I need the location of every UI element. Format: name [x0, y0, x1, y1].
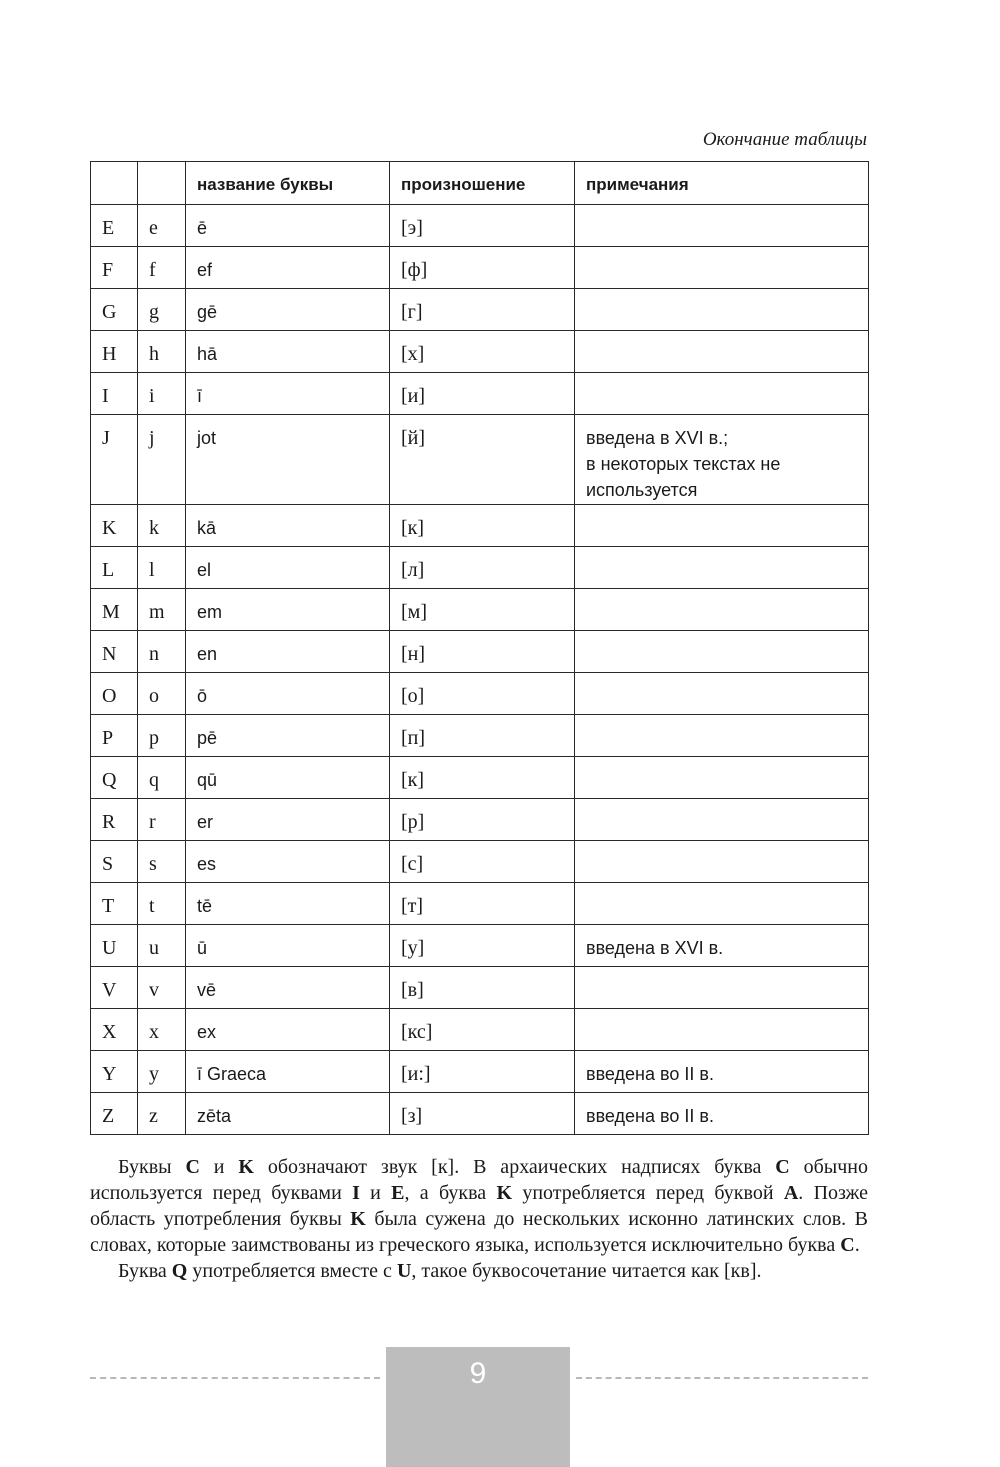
cell-lowercase: m [138, 589, 186, 631]
cell-lowercase: y [138, 1051, 186, 1093]
paragraph-1: Буквы C и K обозначают звук [к]. В архаических надписях буква C обычно используется перед буквами I и E, а буква K употребляется перед буквой A. Позже область употребления буквы K была сужена до нескольких исконно латинских слов. В словах, которые заимствованы из греческого языка, используется исключительно буква C. [90, 1156, 869, 1256]
header-pronunciation: произношение [390, 162, 575, 205]
cell-lowercase: v [138, 967, 186, 1009]
cell-note [575, 289, 869, 331]
cell-letter-name: hā [186, 331, 390, 373]
cell-uppercase: V [91, 967, 138, 1009]
page-number: 9 [469, 1357, 487, 1390]
cell-pronunciation: [п] [390, 715, 575, 757]
cell-uppercase: N [91, 631, 138, 673]
cell-uppercase: P [91, 715, 138, 757]
cell-uppercase: I [91, 373, 138, 415]
cell-note [575, 967, 869, 1009]
cell-note [575, 589, 869, 631]
table-row [91, 505, 869, 547]
cell-lowercase: u [138, 925, 186, 967]
latin-alphabet-table [90, 161, 869, 1135]
table-row [91, 925, 869, 967]
cell-letter-name: ē [186, 205, 390, 247]
cell-lowercase: i [138, 373, 186, 415]
cell-letter-name: es [186, 841, 390, 883]
cell-letter-name: ex [186, 1009, 390, 1051]
table-row [91, 1009, 869, 1051]
cell-uppercase: G [91, 289, 138, 331]
cell-pronunciation: [г] [390, 289, 575, 331]
cell-letter-name: ū [186, 925, 390, 967]
cell-pronunciation: [э] [390, 205, 575, 247]
footer-dashed-rule-right [576, 1377, 868, 1379]
cell-pronunciation: [т] [390, 883, 575, 925]
table-row [91, 799, 869, 841]
cell-uppercase: U [91, 925, 138, 967]
cell-lowercase: q [138, 757, 186, 799]
cell-uppercase: T [91, 883, 138, 925]
header-letter-name: название буквы [186, 162, 390, 205]
cell-uppercase: K [91, 505, 138, 547]
cell-letter-name: tē [186, 883, 390, 925]
cell-letter-name: zēta [186, 1093, 390, 1135]
cell-lowercase: t [138, 883, 186, 925]
cell-uppercase: S [91, 841, 138, 883]
cell-letter-name: ī Graeca [186, 1051, 390, 1093]
table-header-row [91, 162, 869, 205]
body-text [90, 1154, 868, 1284]
table-row [91, 715, 869, 757]
cell-uppercase: E [91, 205, 138, 247]
table-row [91, 415, 869, 505]
cell-uppercase: Z [91, 1093, 138, 1135]
cell-pronunciation: [к] [390, 757, 575, 799]
header-lowercase [138, 162, 186, 205]
cell-lowercase: o [138, 673, 186, 715]
cell-pronunciation: [у] [390, 925, 575, 967]
table-row [91, 757, 869, 799]
cell-pronunciation: [к] [390, 505, 575, 547]
cell-letter-name: qū [186, 757, 390, 799]
cell-note [575, 631, 869, 673]
cell-uppercase: H [91, 331, 138, 373]
cell-lowercase: e [138, 205, 186, 247]
table-row [91, 1051, 869, 1093]
cell-lowercase: k [138, 505, 186, 547]
cell-note [575, 841, 869, 883]
cell-note [575, 1009, 869, 1051]
cell-note [575, 205, 869, 247]
cell-note: введена в XVI в. [575, 925, 869, 967]
cell-note [575, 331, 869, 373]
cell-lowercase: p [138, 715, 186, 757]
cell-note [575, 247, 869, 289]
cell-lowercase: s [138, 841, 186, 883]
cell-lowercase: g [138, 289, 186, 331]
table-row [91, 631, 869, 673]
cell-pronunciation: [ф] [390, 247, 575, 289]
cell-note: введена во II в. [575, 1093, 869, 1135]
cell-lowercase: j [138, 415, 186, 505]
table-row [91, 673, 869, 715]
cell-note [575, 799, 869, 841]
cell-note [575, 505, 869, 547]
cell-lowercase: l [138, 547, 186, 589]
cell-uppercase: Y [91, 1051, 138, 1093]
page-number-box [386, 1347, 570, 1467]
table-row [91, 547, 869, 589]
table-body [91, 205, 869, 1135]
header-notes: примечания [575, 162, 869, 205]
table-row [91, 883, 869, 925]
cell-note: введена во II в. [575, 1051, 869, 1093]
cell-letter-name: ō [186, 673, 390, 715]
table-row [91, 331, 869, 373]
cell-uppercase: J [91, 415, 138, 505]
cell-note [575, 757, 869, 799]
cell-letter-name: vē [186, 967, 390, 1009]
cell-uppercase: L [91, 547, 138, 589]
cell-pronunciation: [х] [390, 331, 575, 373]
cell-letter-name: ef [186, 247, 390, 289]
cell-note [575, 547, 869, 589]
cell-letter-name: gē [186, 289, 390, 331]
cell-pronunciation: [н] [390, 631, 575, 673]
table-row [91, 289, 869, 331]
cell-pronunciation: [кс] [390, 1009, 575, 1051]
cell-letter-name: em [186, 589, 390, 631]
cell-uppercase: X [91, 1009, 138, 1051]
cell-pronunciation: [й] [390, 415, 575, 505]
cell-note: введена в XVI в.; в некоторых текстах не используется [575, 415, 869, 505]
cell-letter-name: kā [186, 505, 390, 547]
cell-uppercase: Q [91, 757, 138, 799]
cell-uppercase: M [91, 589, 138, 631]
cell-pronunciation: [м] [390, 589, 575, 631]
table-row [91, 841, 869, 883]
cell-lowercase: z [138, 1093, 186, 1135]
cell-letter-name: pē [186, 715, 390, 757]
cell-note [575, 883, 869, 925]
cell-letter-name: jot [186, 415, 390, 505]
table-row [91, 205, 869, 247]
cell-pronunciation: [и] [390, 373, 575, 415]
cell-lowercase: x [138, 1009, 186, 1051]
cell-lowercase: f [138, 247, 186, 289]
table-row [91, 373, 869, 415]
cell-letter-name: ī [186, 373, 390, 415]
footer-dashed-rule-left [90, 1377, 380, 1379]
cell-pronunciation: [с] [390, 841, 575, 883]
cell-note [575, 715, 869, 757]
paragraph-2: Буква Q употребляется вместе с U, такое буквосочетание читается как [кв]. [118, 1260, 762, 1282]
cell-letter-name: er [186, 799, 390, 841]
cell-uppercase: F [91, 247, 138, 289]
table-row [91, 967, 869, 1009]
cell-letter-name: en [186, 631, 390, 673]
cell-pronunciation: [в] [390, 967, 575, 1009]
cell-pronunciation: [и:] [390, 1051, 575, 1093]
cell-pronunciation: [з] [390, 1093, 575, 1135]
cell-uppercase: O [91, 673, 138, 715]
cell-note [575, 373, 869, 415]
table-row [91, 247, 869, 289]
cell-pronunciation: [л] [390, 547, 575, 589]
cell-pronunciation: [р] [390, 799, 575, 841]
cell-lowercase: h [138, 331, 186, 373]
table-row [91, 1093, 869, 1135]
cell-lowercase: n [138, 631, 186, 673]
cell-pronunciation: [о] [390, 673, 575, 715]
cell-letter-name: el [186, 547, 390, 589]
header-uppercase [91, 162, 138, 205]
cell-lowercase: r [138, 799, 186, 841]
cell-uppercase: R [91, 799, 138, 841]
table-caption: Окончание таблицы [702, 129, 867, 150]
table-row [91, 589, 869, 631]
cell-note [575, 673, 869, 715]
